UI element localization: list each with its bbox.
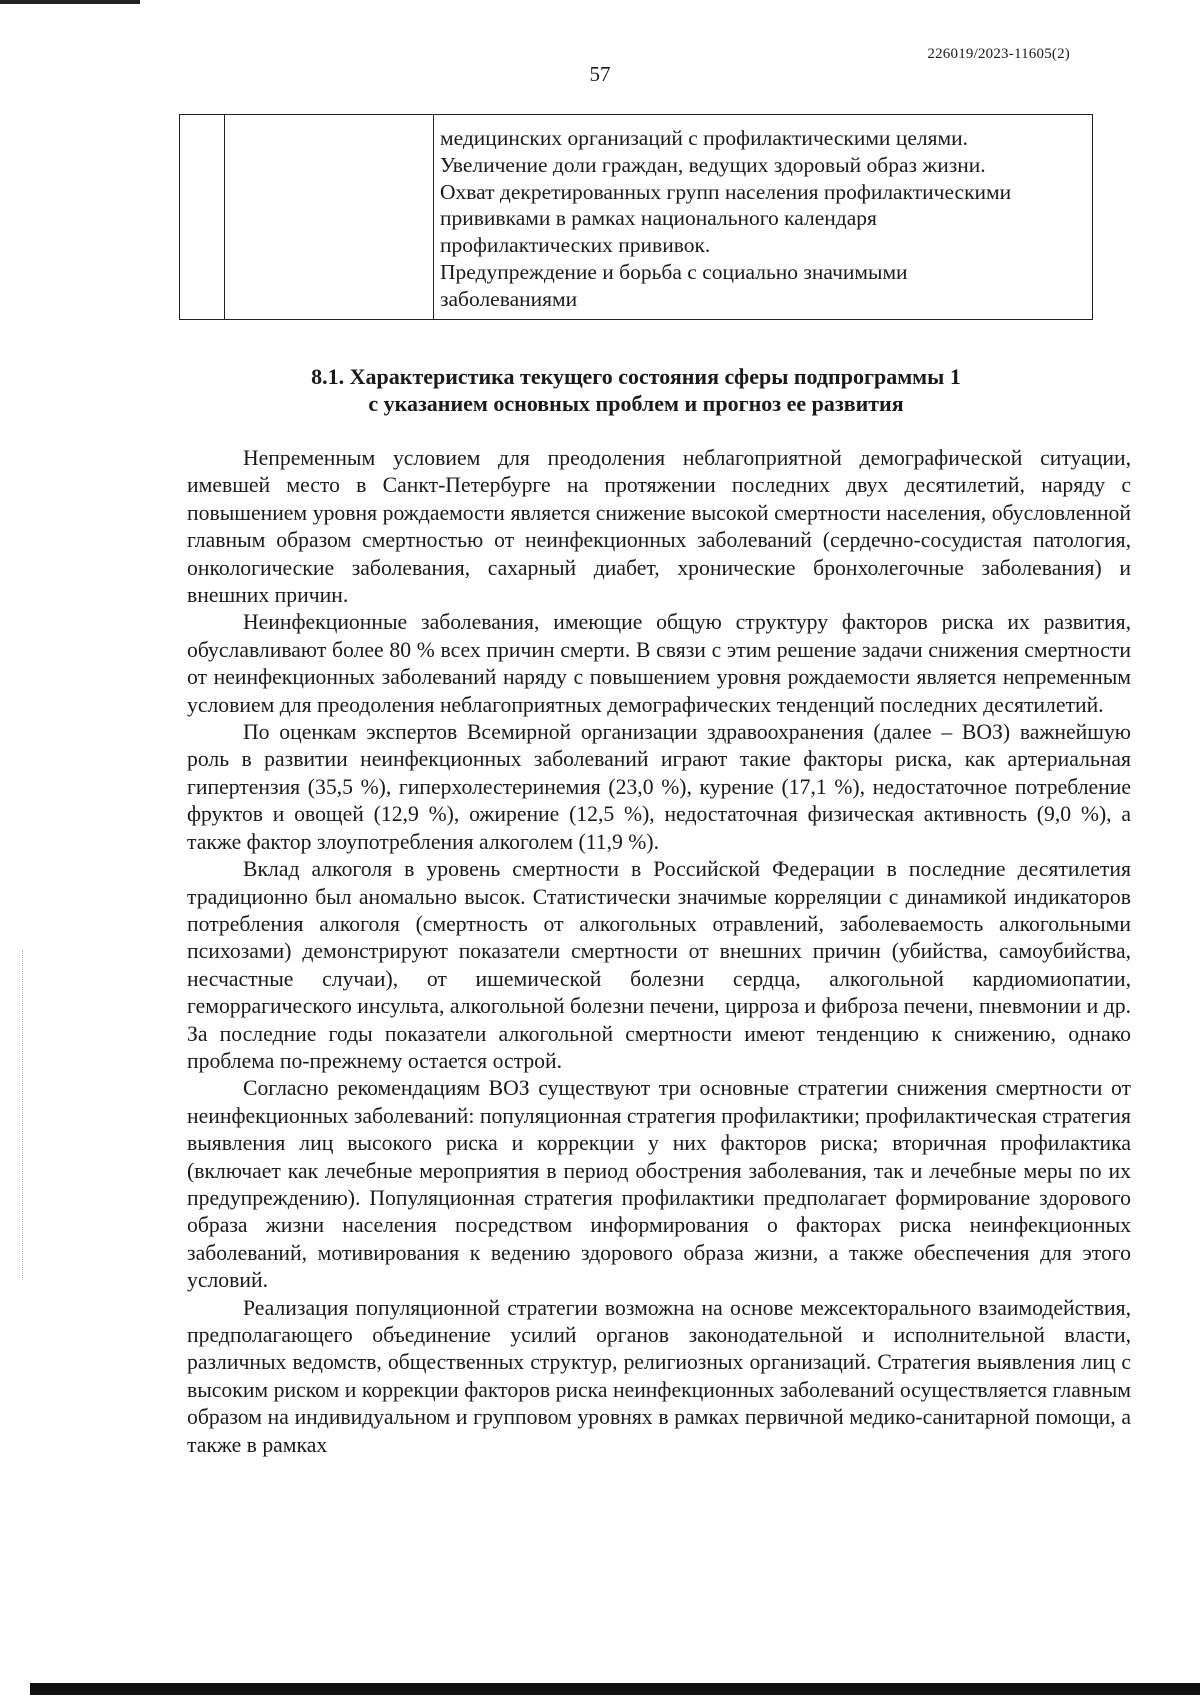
paragraph: Неинфекционные заболевания, имеющие общую структуру факторов риска их развития, обуславливают более 80 % всех причин смерти. В связи с этим решение задачи снижения смертности от неинфекционных заболеваний наряду с повышением уровня рождаемости является непременным условием для преодоления неблагоприятных демографических тенденций последних десятилетий. bbox=[187, 610, 1131, 717]
paragraph: Реализация популяционной стратегии возможна на основе межсекторального взаимодействия, предполагающего объединение усилий органов законодательной и исполнительной власти, различных ведомств, общественных структур, религиозных организаций. Стратегия выявления лиц с высоким риском и коррекции факторов риска неинфекционных заболеваний осуществляется главным образом на индивидуальном и групповом уровнях в рамках первичной медико-санитарной помощи, а также в рамках bbox=[187, 1295, 1131, 1457]
table-cell-description bbox=[434, 115, 1093, 320]
paragraph: Вклад алкоголя в уровень смертности в Российской Федерации в последние десятилетия традиционно был аномально высок. Статистически значимые корреляции с динамикой индикаторов потребления алкоголя (смертность от алкогольных отравлений, заболеваемость алкогольными психозами) демонстрируют показатели смертности от внешних причин (убийства, самоубийства, несчастные случаи), от ишемической болезни сердца, алкогольной кардиомиопатии, геморрагического инсульта, алкогольной болезни печени, цирроза и фиброза печени, пневмонии и др. За последние годы показатели алкогольной смертности имеют тенденцию к снижению, однако проблема по-прежнему остается острой. bbox=[187, 857, 1131, 1073]
paragraph: Непременным условием для преодоления неблагоприятной демографической ситуации, имевшей место в Санкт-Петербурге на протяжении последних двух десятилетий, наряду с повышением уровня рождаемости является снижение высокой смертности населения, обусловленной главным образом смертностью от неинфекционных заболеваний (сердечно-сосудистая патология, онкологические заболевания, сахарный диабет, хронические бронхолегочные заболевания) и внешних причин. bbox=[187, 446, 1131, 608]
scan-edge-bottom bbox=[30, 1683, 1200, 1695]
table-cell-line: профилактических прививок. bbox=[440, 233, 711, 258]
table-cell-line: прививками в рамках национального календаря bbox=[440, 206, 877, 231]
paragraph: Согласно рекомендациям ВОЗ существуют три основные стратегии снижения смертности от неинфекционных заболеваний: популяционная стратегия профилактики; профилактическая стратегия выявления лиц высокого риска и коррекции у них факторов риска; вторичная профилактика (включает как лечебные мероприятия в период обострения заболевания, так и лечебные меры по их предупреждению). Популяционная стратегия профилактики предполагает формирование здорового образа жизни населения посредством информирования о факторах риска неинфекционных заболеваний, мотивирования к ведению здорового образа жизни, а также обеспечения для этого условий. bbox=[187, 1076, 1132, 1293]
body-text bbox=[187, 445, 1131, 1459]
table-cell-line: Предупреждение и борьба с социально значимыми bbox=[440, 259, 908, 284]
document-id: 226019/2023-11605(2) bbox=[927, 46, 1070, 62]
table-row bbox=[180, 115, 1093, 320]
paragraph: По оценкам экспертов Всемирной организации здравоохранения (далее – ВОЗ) важнейшую роль в развитии неинфекционных заболеваний играют такие факторы риска, как артериальная гипертензия (35,5 %), гиперхолестеринемия (23,0 %), курение (17,1 %), недостаточное потребление фруктов и овощей (12,9 %), ожирение (12,5 %), недостаточная физическая активность (9,0 %), а также фактор злоупотребления алкоголем (11,9 %). bbox=[187, 720, 1131, 854]
scan-edge-top bbox=[0, 0, 140, 4]
section-heading-line: с указанием основных проблем и прогноз ее развития bbox=[368, 391, 904, 416]
table-cell-line: медицинских организаций с профилактическими целями. bbox=[440, 126, 968, 150]
table-cell-number bbox=[180, 115, 225, 320]
table-cell-line: Увеличение доли граждан, ведущих здоровый образ жизни. bbox=[440, 152, 986, 177]
scan-margin-dots bbox=[22, 950, 24, 1280]
table-cell-line: заболеваниями bbox=[440, 286, 578, 311]
table-cell-line: Охват декретированных групп населения профилактическими bbox=[440, 179, 1012, 204]
continuation-table bbox=[179, 114, 1093, 320]
page-number: 57 bbox=[589, 62, 611, 86]
table-cell-name bbox=[225, 115, 434, 320]
section-heading-line: 8.1. Характеристика текущего состояния сферы подпрограммы 1 bbox=[311, 364, 961, 389]
section-heading bbox=[179, 363, 1093, 417]
